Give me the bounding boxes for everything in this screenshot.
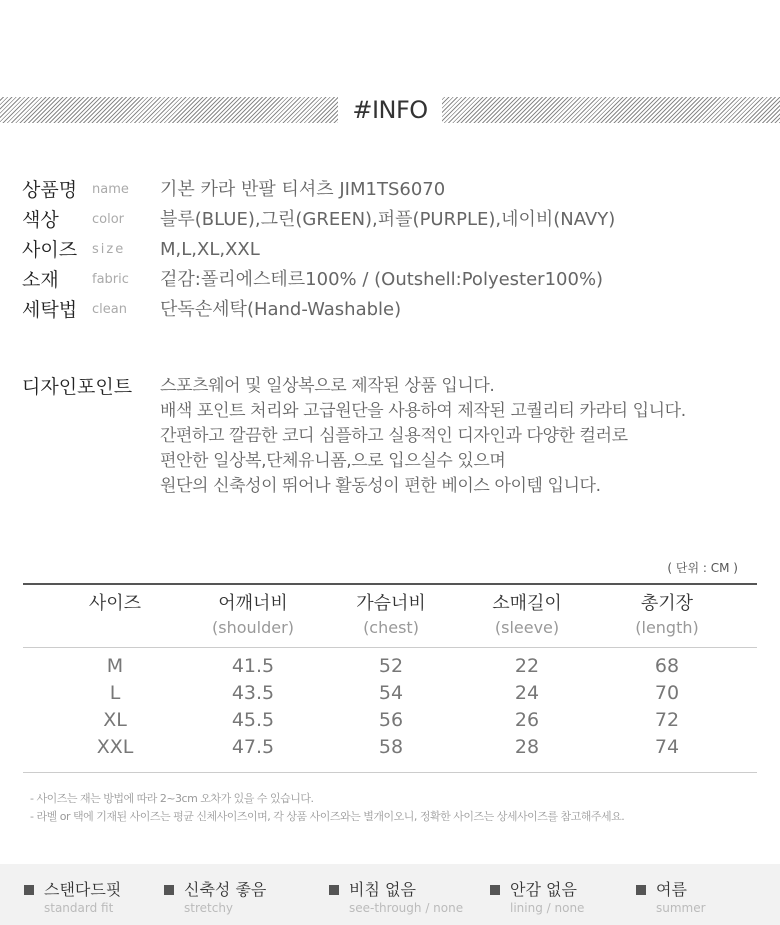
info-label-en: fabric [92, 272, 129, 287]
column-header-ko: 총기장 [640, 593, 694, 614]
info-label: 사이즈 [22, 239, 78, 261]
size-note: - 사이즈는 재는 방법에 따라 2~3cm 오차가 있을 수 있습니다. [30, 792, 314, 805]
column-header-sleeve [457, 591, 597, 640]
table-cell: 54 [378, 682, 404, 704]
table-cell: 24 [514, 682, 540, 704]
table-cell: 41.5 [231, 655, 275, 677]
table-cell: L [109, 682, 121, 704]
size-note: - 라벨 or 택에 기재된 사이즈는 평균 신체사이즈이며, 각 상품 사이즈와는 별개이오니, 정확한 사이즈는 상세사이즈를 참고해주세요. [30, 810, 625, 823]
square-bullet-icon [164, 885, 174, 895]
size-notes [30, 790, 624, 826]
table-cell: M [106, 655, 124, 677]
design-point-label: 디자인포인트 [22, 376, 133, 398]
info-label-en: name [92, 182, 129, 197]
feature-label: 안감 없음 [510, 880, 577, 899]
info-row-name [22, 175, 772, 205]
info-banner-title: #INFO [338, 95, 442, 125]
column-header-shoulder [183, 591, 323, 640]
table-top-rule [23, 583, 757, 585]
feature-label: 비침 없음 [349, 880, 416, 899]
column-header-en: (length) [635, 618, 699, 637]
column-header-length [597, 591, 737, 640]
info-label-en: size [92, 242, 126, 257]
table-cell: 52 [378, 655, 404, 677]
info-row-clean [22, 295, 772, 325]
info-label: 상품명 [22, 179, 78, 201]
feature-label-en: summer [656, 901, 706, 915]
square-bullet-icon [490, 885, 500, 895]
feature-label: 스탠다드핏 [44, 880, 122, 899]
info-label: 세탁법 [22, 299, 78, 321]
feature-label-en: standard fit [44, 901, 114, 915]
feature-label: 신축성 좋음 [184, 880, 267, 899]
info-value: M,L,XL,XXL [160, 239, 260, 260]
table-cell: 26 [514, 709, 540, 731]
table-cell: 56 [378, 709, 404, 731]
table-cell: XXL [96, 736, 134, 758]
design-point-text [160, 374, 780, 499]
size-table [23, 583, 757, 774]
table-cell: 47.5 [231, 736, 275, 758]
square-bullet-icon [636, 885, 646, 895]
feature-label: 여름 [656, 880, 687, 899]
table-cell: 28 [514, 736, 540, 758]
info-row-color [22, 205, 772, 235]
column-header-en: (sleeve) [494, 618, 560, 637]
table-cell: 74 [654, 736, 680, 758]
feature-label-en: see-through / none [349, 901, 464, 915]
info-label-en: clean [92, 302, 127, 317]
design-point-line: 스포츠웨어 및 일상복으로 제작된 상품 입니다. [160, 376, 495, 396]
info-value: 겉감:폴리에스테르100% / (Outshell:Polyester100%) [160, 269, 604, 290]
table-cell: 72 [654, 709, 680, 731]
design-point-line: 간편하고 깔끔한 코디 심플하고 실용적인 디자인과 다양한 컬러로 [160, 426, 628, 446]
column-header-en: (chest) [363, 618, 419, 637]
column-header-size [45, 591, 185, 616]
column-header-en: (shoulder) [212, 618, 294, 637]
table-cell: 58 [378, 736, 404, 758]
design-point-line: 편안한 일상복,단체유니폼,으로 입으실수 있으며 [160, 451, 506, 471]
table-cell: 43.5 [231, 682, 275, 704]
product-info-list [22, 175, 772, 325]
info-value: 기본 카라 반팔 티셔츠 JIM1TS6070 [160, 179, 446, 200]
table-header-rule [23, 647, 757, 648]
info-row-fabric [22, 265, 772, 295]
square-bullet-icon [24, 885, 34, 895]
column-header-chest [321, 591, 461, 640]
table-cell: 68 [654, 655, 680, 677]
size-unit-label: ( 단위 : CM ) [667, 561, 738, 575]
info-value: 블루(BLUE),그린(GREEN),퍼플(PURPLE),네이비(NAVY) [160, 209, 616, 230]
feature-label-en: lining / none [510, 901, 585, 915]
column-header-ko: 소매길이 [492, 593, 562, 614]
info-label: 소재 [22, 269, 59, 291]
square-bullet-icon [329, 885, 339, 895]
design-point-line: 원단의 신축성이 뛰어나 활동성이 편한 베이스 아이템 입니다. [160, 476, 601, 496]
feature-label-en: stretchy [184, 901, 234, 915]
column-header-ko: 사이즈 [88, 593, 142, 614]
table-cell: XL [103, 709, 127, 731]
column-header-ko: 가슴너비 [356, 593, 426, 614]
table-cell: 45.5 [231, 709, 275, 731]
feature-bar [0, 864, 780, 925]
design-point-line: 배색 포인트 처리와 고급원단을 사용하여 제작된 고퀄리티 카라티 입니다. [160, 401, 686, 421]
table-cell: 22 [514, 655, 540, 677]
info-label-en: color [92, 212, 125, 227]
info-label: 색상 [22, 209, 59, 231]
info-row-size [22, 235, 772, 265]
column-header-ko: 어깨너비 [218, 593, 288, 614]
table-cell: 70 [654, 682, 680, 704]
info-value: 단독손세탁(Hand-Washable) [160, 299, 402, 320]
table-bottom-rule [23, 772, 757, 773]
